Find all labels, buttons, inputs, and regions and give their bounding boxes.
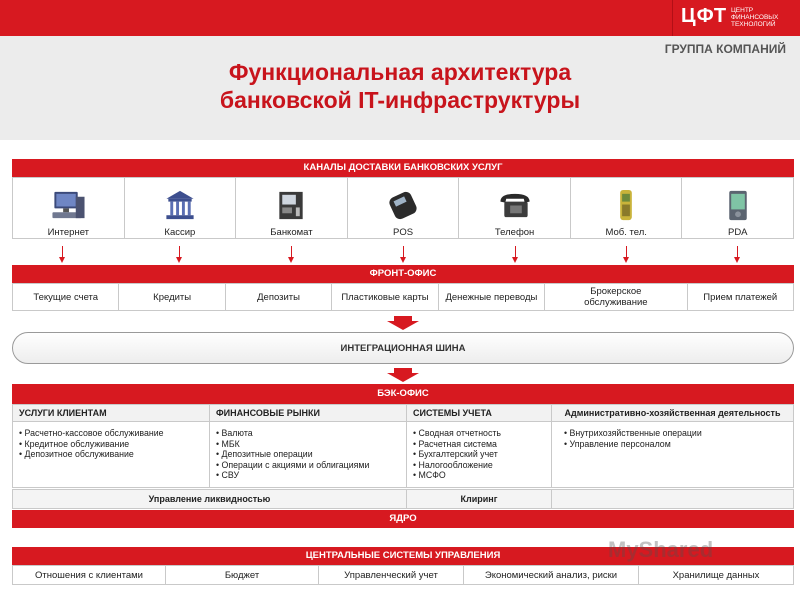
- financial-markets-list: [210, 422, 407, 487]
- front-office-item: Депозиты: [226, 284, 332, 310]
- channel-label: PDA: [727, 227, 748, 238]
- core-bar: ЯДРО: [12, 510, 794, 528]
- logo-mark: ЦФТ: [681, 5, 728, 27]
- channel-label: POS: [392, 227, 414, 238]
- list-item: • Расчетно-кассовое обслуживание: [19, 428, 209, 439]
- front-office-item: Брокерское обслуживание: [545, 284, 687, 310]
- list-item: • Депозитное обслуживание: [19, 449, 209, 460]
- integration-bus: ИНТЕГРАЦИОННАЯ ШИНА: [12, 332, 794, 364]
- list-item: • Сводная отчетность: [413, 428, 551, 439]
- central-system-item: Экономический анализ, риски: [464, 566, 639, 584]
- list-item: • Бухгалтерский учет: [413, 449, 551, 460]
- mobile-phone-icon: [606, 188, 646, 223]
- front-office-item: Прием платежей: [703, 291, 778, 303]
- central-systems-row: [12, 565, 794, 585]
- arrow-down: [179, 246, 180, 258]
- clearing: Клиринг: [407, 490, 552, 508]
- group-label: ГРУППА КОМПАНИЙ: [664, 42, 786, 56]
- back-office-column-title: СИСТЕМЫ УЧЕТА: [407, 405, 552, 421]
- list-item: • Расчетная система: [413, 439, 551, 450]
- arrow-down: [403, 246, 404, 258]
- pda-icon: [718, 188, 758, 223]
- back-office-column-title: ФИНАНСОВЫЕ РЫНКИ: [210, 405, 407, 421]
- back-office-column-title: Административно-хозяйственная деятельность: [564, 408, 781, 418]
- back-office-columns: [12, 422, 794, 488]
- arrow-down: [62, 246, 63, 258]
- channel-label: Кассир: [164, 227, 196, 238]
- accounting-systems-list: [407, 422, 552, 487]
- page-title: [0, 58, 800, 114]
- list-item: • Управление персоналом: [564, 439, 793, 450]
- front-office-header: ФРОНТ-ОФИС: [12, 265, 794, 283]
- client-services-list: [13, 422, 210, 487]
- back-office-header: БЭК-ОФИС: [12, 384, 794, 404]
- channel-mobile: [571, 178, 683, 238]
- company-logo: [672, 0, 784, 36]
- liquidity-management: Управление ликвидностью: [13, 490, 407, 508]
- front-office-item: Кредиты: [119, 284, 225, 310]
- pos-terminal-icon: [383, 188, 423, 223]
- back-office-footer: [12, 489, 794, 509]
- computer-icon: [48, 188, 88, 223]
- back-office-column-headers: [12, 404, 794, 422]
- bank-building-icon: [160, 188, 200, 223]
- logo-subtitle: ЦЕНТР ФИНАНСОВЫХ ТЕХНОЛОГИЙ: [731, 7, 779, 28]
- list-item: • Валюта: [216, 428, 406, 439]
- list-item: • Операции с акциями и облигациями: [216, 460, 406, 471]
- telephone-icon: [495, 188, 535, 223]
- central-system-item: Управленческий учет: [319, 566, 464, 584]
- channel-label: Моб. тел.: [605, 227, 647, 238]
- atm-icon: [271, 188, 311, 223]
- list-item: • МСФО: [413, 470, 551, 481]
- channels-row: [12, 177, 794, 239]
- list-item: • СВУ: [216, 470, 406, 481]
- channel-internet: [13, 178, 125, 238]
- channel-cashier: [125, 178, 237, 238]
- list-item: • Кредитное обслуживание: [19, 439, 209, 450]
- list-item: • Депозитные операции: [216, 449, 406, 460]
- central-system-item: Хранилище данных: [672, 569, 760, 581]
- channel-telephone: [459, 178, 571, 238]
- channel-label: Телефон: [494, 227, 535, 238]
- channel-atm: [236, 178, 348, 238]
- title-line-2: банковской IT-инфраструктуры: [219, 87, 581, 113]
- front-office-item: Пластиковые карты: [332, 284, 438, 310]
- central-system-item: Бюджет: [166, 566, 319, 584]
- arrow-down: [291, 246, 292, 258]
- central-system-item: Отношения с клиентами: [13, 566, 166, 584]
- channel-label: Интернет: [47, 227, 90, 238]
- arrow-down: [626, 246, 627, 258]
- arrow-down: [515, 246, 516, 258]
- front-office-row: [12, 283, 794, 311]
- big-arrow-down: [387, 373, 419, 382]
- watermark: MyShared: [608, 537, 714, 562]
- front-office-item: Денежные переводы: [439, 284, 545, 310]
- channel-label: Банкомат: [270, 227, 313, 238]
- back-office-column-title: УСЛУГИ КЛИЕНТАМ: [13, 405, 210, 421]
- channels-header: КАНАЛЫ ДОСТАВКИ БАНКОВСКИХ УСЛУГ: [12, 159, 794, 177]
- list-item: • Налогообложение: [413, 460, 551, 471]
- footer-empty: [552, 490, 793, 508]
- list-item: • МБК: [216, 439, 406, 450]
- central-systems-header: ЦЕНТРАЛЬНЫЕ СИСТЕМЫ УПРАВЛЕНИЯ: [12, 547, 794, 565]
- channel-pda: [682, 178, 793, 238]
- big-arrow-down: [387, 321, 419, 330]
- administrative-list: [552, 422, 793, 487]
- channel-pos: [348, 178, 460, 238]
- title-line-1: Функциональная архитектура: [228, 59, 572, 85]
- list-item: • Внутрихозяйственные операции: [564, 428, 793, 439]
- front-office-item: Текущие счета: [13, 284, 119, 310]
- arrow-down: [737, 246, 738, 258]
